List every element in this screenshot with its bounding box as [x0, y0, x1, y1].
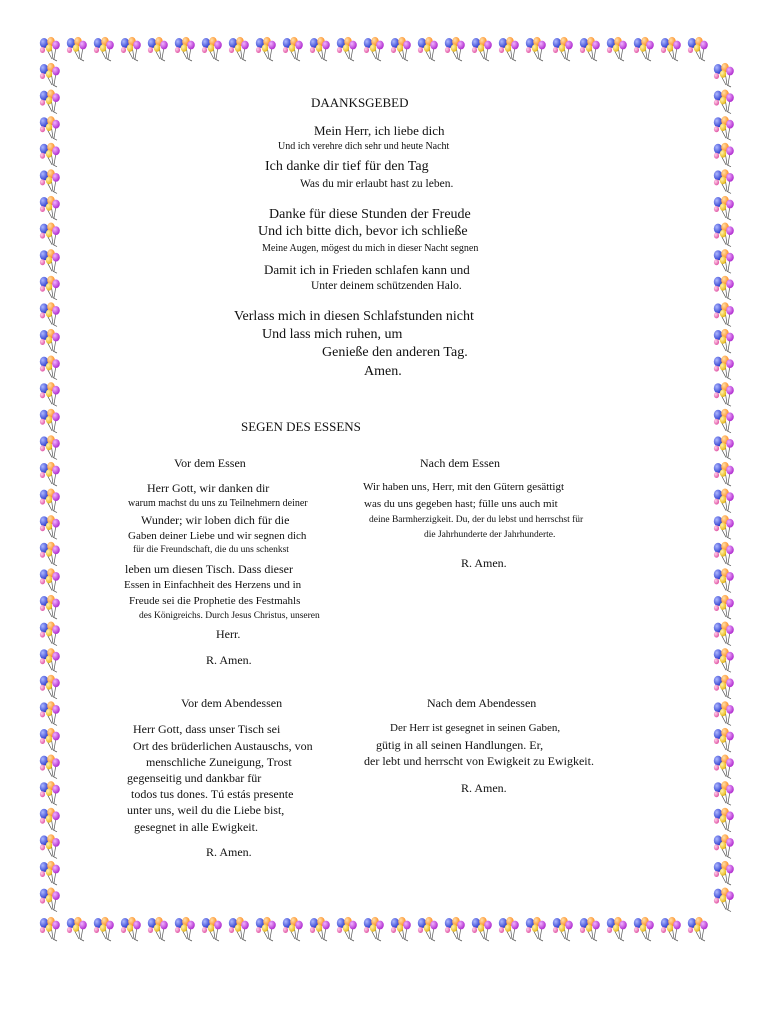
balloon-bunch-icon	[40, 834, 60, 858]
balloon-bunch-icon	[175, 917, 195, 941]
balloon-bunch-icon	[40, 409, 60, 433]
blessing-title: SEGEN DES ESSENS	[241, 419, 361, 434]
balloon-bunch-icon	[40, 622, 60, 646]
prayer-line: Und ich bitte dich, bevor ich schließe	[258, 224, 468, 239]
after-meal-line: was du uns gegeben hast; fülle uns auch mit	[364, 498, 558, 510]
balloon-bunch-icon	[40, 169, 60, 193]
balloon-bunch-icon	[445, 917, 465, 941]
balloon-bunch-icon	[175, 37, 195, 61]
balloon-bunch-icon	[40, 63, 60, 87]
balloon-bunch-icon	[714, 489, 734, 513]
before-meal-line: Gaben deiner Liebe und wir segnen dich	[128, 530, 307, 542]
balloon-bunch-icon	[121, 37, 141, 61]
balloon-bunch-icon	[391, 917, 411, 941]
balloon-bunch-icon	[256, 917, 276, 941]
before-dinner-line: Ort des brüderlichen Austauschs, von	[133, 739, 313, 753]
balloon-bunch-icon	[714, 888, 734, 912]
before-meal-line: für die Freundschaft, die du uns schenkst	[133, 545, 289, 555]
balloon-bunch-icon	[283, 37, 303, 61]
balloon-bunch-icon	[121, 917, 141, 941]
balloon-bunch-icon	[714, 169, 734, 193]
after-meal-amen: R. Amen.	[461, 556, 507, 570]
balloon-bunch-icon	[714, 861, 734, 885]
balloon-bunch-icon	[202, 37, 222, 61]
prayer-line: Genieße den anderen Tag.	[322, 345, 468, 360]
after-dinner-line: gütig in all seinen Handlungen. Er,	[376, 738, 544, 752]
balloon-bunch-icon	[40, 462, 60, 486]
balloon-bunch-icon	[714, 515, 734, 539]
before-meal-line: Essen in Einfachheit des Herzens und in	[124, 579, 302, 591]
balloon-bunch-icon	[526, 37, 546, 61]
balloon-bunch-icon	[580, 37, 600, 61]
balloon-bunch-icon	[391, 37, 411, 61]
balloon-bunch-icon	[40, 249, 60, 273]
prayer-line: Unter deinem schützenden Halo.	[311, 280, 462, 292]
before-meal-line: Herr.	[216, 627, 241, 641]
after-dinner-line: Der Herr ist gesegnet in seinen Gaben,	[390, 722, 561, 734]
balloon-bunch-icon	[94, 37, 114, 61]
balloon-bunch-icon	[229, 917, 249, 941]
balloon-bunch-icon	[714, 249, 734, 273]
before-dinner-line: unter uns, weil du die Liebe bist,	[127, 803, 285, 817]
balloon-bunch-icon	[714, 143, 734, 167]
prayer-line: Ich danke dir tief für den Tag	[265, 159, 429, 174]
balloon-bunch-icon	[714, 382, 734, 406]
before-dinner-line: menschliche Zuneigung, Trost	[146, 755, 292, 769]
balloon-bunch-icon	[580, 917, 600, 941]
balloon-bunch-icon	[714, 568, 734, 592]
after-dinner-line: der lebt und herrscht von Ewigkeit zu Ewigkeit.	[364, 754, 594, 768]
balloon-bunch-icon	[714, 675, 734, 699]
balloon-bunch-icon	[714, 622, 734, 646]
prayer-line: Mein Herr, ich liebe dich	[314, 123, 445, 138]
balloon-bunch-icon	[553, 37, 573, 61]
balloon-bunch-icon	[256, 37, 276, 61]
balloon-bunch-icon	[714, 701, 734, 725]
after-dinner-heading: Nach dem Abendessen	[427, 696, 537, 710]
balloon-bunch-icon	[337, 917, 357, 941]
balloon-bunch-icon	[445, 37, 465, 61]
balloon-bunch-icon	[202, 917, 222, 941]
before-meal-amen: R. Amen.	[206, 653, 252, 667]
balloon-bunch-icon	[40, 648, 60, 672]
balloon-bunch-icon	[714, 196, 734, 220]
before-meal-line: Herr Gott, wir danken dir	[147, 481, 270, 495]
balloon-bunch-icon	[148, 37, 168, 61]
balloon-bunch-icon	[607, 37, 627, 61]
balloon-bunch-icon	[40, 116, 60, 140]
balloon-bunch-icon	[364, 37, 384, 61]
balloon-bunch-icon	[714, 462, 734, 486]
balloon-bunch-icon	[310, 37, 330, 61]
balloon-bunch-icon	[607, 917, 627, 941]
balloon-bunch-icon	[526, 917, 546, 941]
balloon-bunch-icon	[40, 542, 60, 566]
after-meal-line: deine Barmherzigkeit. Du, der du lebst und herrschst für	[369, 515, 584, 525]
prayer-title: DAANKSGEBED	[311, 95, 409, 110]
prayer-line: Was du mir erlaubt hast zu leben.	[300, 178, 454, 190]
balloon-bunch-icon	[634, 37, 654, 61]
balloon-bunch-icon	[40, 196, 60, 220]
balloon-bunch-icon	[337, 37, 357, 61]
balloon-bunch-icon	[40, 435, 60, 459]
balloon-bunch-icon	[714, 409, 734, 433]
balloon-bunch-icon	[714, 435, 734, 459]
balloon-bunch-icon	[661, 917, 681, 941]
balloon-bunch-icon	[40, 595, 60, 619]
balloon-bunch-icon	[40, 276, 60, 300]
balloon-bunch-icon	[714, 302, 734, 326]
balloon-bunch-icon	[714, 808, 734, 832]
before-dinner-line: gesegnet in alle Ewigkeit.	[134, 820, 258, 834]
balloon-bunch-icon	[40, 382, 60, 406]
balloon-bunch-icon	[714, 755, 734, 779]
prayer-line: Und lass mich ruhen, um	[262, 327, 403, 342]
balloon-bunch-icon	[40, 728, 60, 752]
after-dinner-amen: R. Amen.	[461, 781, 507, 795]
balloon-bunch-icon	[688, 917, 708, 941]
balloon-bunch-icon	[634, 917, 654, 941]
balloon-bunch-icon	[40, 675, 60, 699]
balloon-bunch-icon	[148, 917, 168, 941]
balloon-bunch-icon	[714, 116, 734, 140]
balloon-bunch-icon	[418, 917, 438, 941]
before-dinner-line: todos tus dones. Tú estás presente	[131, 787, 294, 801]
balloon-bunch-icon	[714, 781, 734, 805]
balloon-bunch-icon	[40, 755, 60, 779]
balloon-bunch-icon	[40, 223, 60, 247]
balloon-bunch-icon	[40, 568, 60, 592]
prayer-line: Danke für diese Stunden der Freude	[269, 207, 471, 222]
balloon-bunch-icon	[714, 542, 734, 566]
balloon-bunch-icon	[714, 63, 734, 87]
balloon-bunch-icon	[714, 728, 734, 752]
after-meal-line: Wir haben uns, Herr, mit den Gütern gesättigt	[363, 481, 565, 493]
balloon-bunch-icon	[714, 276, 734, 300]
balloon-bunch-icon	[714, 329, 734, 353]
balloon-bunch-icon	[714, 834, 734, 858]
balloon-bunch-icon	[688, 37, 708, 61]
balloon-bunch-icon	[40, 90, 60, 114]
balloon-bunch-icon	[40, 143, 60, 167]
before-meal-line: warum machst du uns zu Teilnehmern deiner	[128, 498, 308, 509]
balloon-bunch-icon	[40, 356, 60, 380]
balloon-bunch-icon	[714, 648, 734, 672]
balloon-bunch-icon	[499, 917, 519, 941]
balloon-bunch-icon	[364, 917, 384, 941]
balloon-bunch-icon	[40, 37, 60, 61]
balloon-bunch-icon	[67, 917, 87, 941]
balloon-bunch-icon	[283, 917, 303, 941]
before-meal-line: leben um diesen Tisch. Dass dieser	[125, 562, 293, 576]
after-meal-line: die Jahrhunderte der Jahrhunderte.	[424, 530, 556, 540]
prayer-line: Damit ich in Frieden schlafen kann und	[264, 262, 470, 277]
balloon-bunch-icon	[40, 808, 60, 832]
balloon-bunch-icon	[499, 37, 519, 61]
balloon-bunch-icon	[310, 917, 330, 941]
balloon-bunch-icon	[40, 302, 60, 326]
balloon-bunch-icon	[714, 595, 734, 619]
before-meal-line: Freude sei die Prophetie des Festmahls	[129, 595, 301, 607]
prayer-amen: Amen.	[364, 364, 402, 379]
balloon-bunch-icon	[40, 701, 60, 725]
before-meal-line: des Königreichs. Durch Jesus Christus, unseren	[139, 611, 320, 621]
before-meal-line: Wunder; wir loben dich für die	[141, 513, 290, 527]
balloon-bunch-icon	[40, 917, 60, 941]
balloon-bunch-icon	[714, 90, 734, 114]
balloon-bunch-icon	[40, 515, 60, 539]
balloon-bunch-icon	[40, 888, 60, 912]
before-meal-heading: Vor dem Essen	[174, 456, 246, 470]
balloon-bunch-icon	[418, 37, 438, 61]
balloon-bunch-icon	[553, 917, 573, 941]
prayer-line: Und ich verehre dich sehr und heute Nacht	[278, 141, 450, 152]
before-dinner-line: Herr Gott, dass unser Tisch sei	[133, 722, 281, 736]
balloon-bunch-icon	[714, 356, 734, 380]
balloon-bunch-icon	[94, 917, 114, 941]
before-dinner-amen: R. Amen.	[206, 845, 252, 859]
balloon-bunch-icon	[40, 489, 60, 513]
balloon-bunch-icon	[40, 329, 60, 353]
balloon-bunch-icon	[472, 917, 492, 941]
prayer-line: Verlass mich in diesen Schlafstunden nicht	[234, 309, 474, 324]
prayer-line: Meine Augen, mögest du mich in dieser Nacht segnen	[262, 243, 479, 254]
balloon-bunch-icon	[661, 37, 681, 61]
balloon-bunch-icon	[40, 781, 60, 805]
balloon-bunch-icon	[714, 223, 734, 247]
after-meal-heading: Nach dem Essen	[420, 456, 500, 470]
balloon-bunch-icon	[40, 861, 60, 885]
before-dinner-line: gegenseitig und dankbar für	[127, 771, 262, 785]
balloon-bunch-icon	[472, 37, 492, 61]
balloon-bunch-icon	[229, 37, 249, 61]
before-dinner-heading: Vor dem Abendessen	[181, 696, 283, 710]
balloon-bunch-icon	[67, 37, 87, 61]
